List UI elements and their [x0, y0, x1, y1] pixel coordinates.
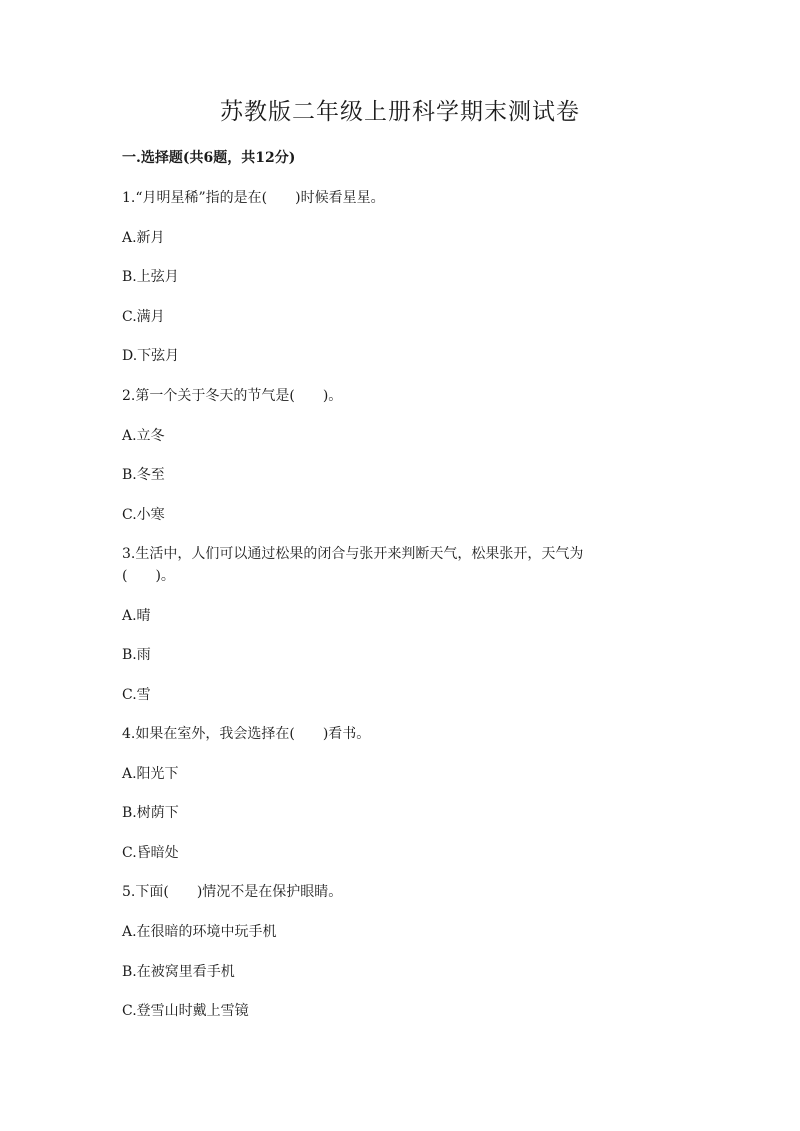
question-4-stem: 4.如果在室外，我会选择在( )看书。 — [122, 726, 371, 742]
exam-title: 苏教版二年级上册科学期末测试卷 — [220, 99, 580, 125]
question-1-stem: 1.“月明星稀”指的是在( )时候看星星。 — [122, 190, 385, 206]
question-1-option-b: B.上弦月 — [122, 269, 179, 285]
question-3-option-c: C.雪 — [122, 687, 151, 703]
question-1-option-d: D.下弦月 — [122, 348, 180, 364]
question-3-stem-line-2: ( )。 — [122, 568, 175, 584]
question-5-stem: 5.下面( )情况不是在保护眼睛。 — [122, 884, 343, 900]
question-1-option-a: A.新月 — [122, 230, 165, 246]
question-5-option-a: A.在很暗的环境中玩手机 — [122, 924, 277, 940]
question-4-option-b: B.树荫下 — [122, 805, 179, 821]
question-3-option-b: B.雨 — [122, 647, 151, 663]
question-1-option-c: C.满月 — [122, 309, 165, 325]
question-4-option-a: A.阳光下 — [122, 766, 179, 782]
question-3-stem-line-1: 3.生活中，人们可以通过松果的闭合与张开来判断天气，松果张开，天气为 — [122, 546, 584, 562]
question-2-option-b: B.冬至 — [122, 467, 165, 483]
question-3-option-a: A.晴 — [122, 608, 151, 624]
question-2-stem: 2.第一个关于冬天的节气是( )。 — [122, 388, 343, 404]
question-2-option-a: A.立冬 — [122, 428, 165, 444]
question-4-option-c: C.昏暗处 — [122, 845, 179, 861]
section-heading: 一.选择题(共6题，共12分) — [122, 150, 296, 166]
question-5-option-b: B.在被窝里看手机 — [122, 964, 235, 980]
question-5-option-c: C.登雪山时戴上雪镜 — [122, 1003, 249, 1019]
question-2-option-c: C.小寒 — [122, 507, 165, 523]
